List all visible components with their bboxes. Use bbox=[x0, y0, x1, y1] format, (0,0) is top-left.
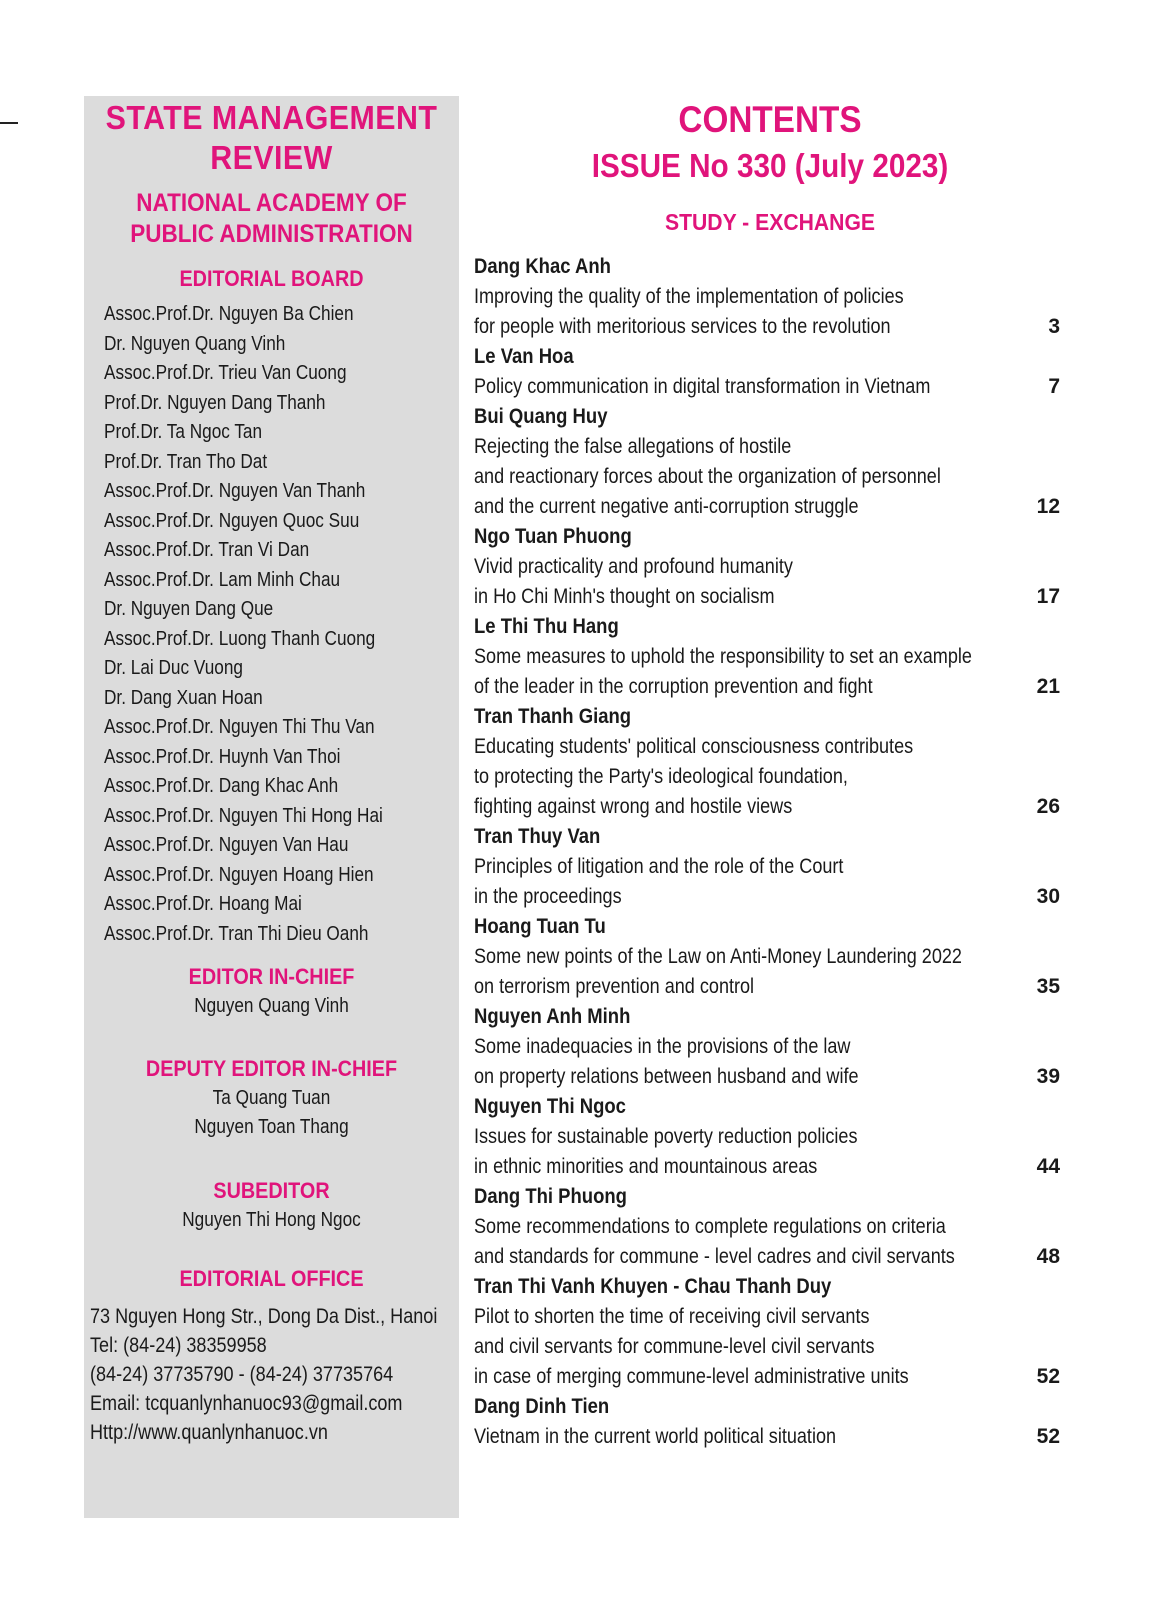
board-member: Prof.Dr. Tran Tho Dat bbox=[104, 450, 268, 473]
toc-author: Le Van Hoa bbox=[474, 345, 574, 368]
journal-title-line1: STATE MANAGEMENT bbox=[105, 99, 438, 136]
toc-entry[interactable] bbox=[474, 342, 1064, 402]
crop-mark bbox=[0, 122, 18, 124]
toc-page-number: 26 bbox=[1036, 795, 1060, 818]
toc-entry[interactable] bbox=[474, 1182, 1064, 1272]
editor-in-chief-heading: EDITOR IN-CHIEF bbox=[188, 964, 355, 989]
board-member: Assoc.Prof.Dr. Nguyen Quoc Suu bbox=[104, 509, 360, 532]
toc-article-title-line: Principles of litigation and the role of the Court bbox=[474, 855, 844, 878]
board-member: Assoc.Prof.Dr. Lam Minh Chau bbox=[104, 568, 341, 591]
toc-entry[interactable] bbox=[474, 252, 1064, 342]
board-member: Dr. Nguyen Dang Que bbox=[104, 598, 274, 620]
board-member: Assoc.Prof.Dr. Dang Khac Anh bbox=[104, 775, 339, 797]
issue-label: ISSUE No 330 (July 2023) bbox=[591, 147, 949, 184]
office-tel: Tel: (84-24) 38359958 bbox=[90, 1334, 267, 1357]
academy-name-line2: PUBLIC ADMINISTRATION bbox=[130, 220, 413, 248]
editor-in-chief-names bbox=[84, 992, 459, 1021]
toc-article-title-line: fighting against wrong and hostile views bbox=[474, 795, 793, 818]
journal-title-line2: REVIEW bbox=[210, 139, 333, 176]
board-member: Assoc.Prof.Dr. Nguyen Van Hau bbox=[104, 834, 349, 856]
board-member: Assoc.Prof.Dr. Tran Thi Dieu Oanh bbox=[104, 922, 369, 945]
editorial-board-heading: EDITORIAL BOARD bbox=[179, 266, 364, 291]
toc-article-title-line: Educating students' political consciousness contributes bbox=[474, 735, 914, 758]
toc-article-title-line: Some new points of the Law on Anti-Money Laundering 2022 bbox=[474, 945, 962, 968]
toc-article-title-line: on terrorism prevention and control bbox=[474, 975, 755, 998]
deputy-editor-name: Nguyen Toan Thang bbox=[194, 1116, 349, 1138]
toc-page-number: 21 bbox=[1036, 675, 1060, 698]
board-member: Assoc.Prof.Dr. Nguyen Thi Thu Van bbox=[104, 716, 375, 738]
toc-entry[interactable] bbox=[474, 912, 1064, 1002]
toc-article-title-line: in the proceedings bbox=[474, 885, 622, 908]
board-member: Assoc.Prof.Dr. Hoang Mai bbox=[104, 893, 302, 915]
toc-article-title-line: and the current negative anti-corruption struggle bbox=[474, 495, 859, 518]
board-member: Assoc.Prof.Dr. Nguyen Hoang Hien bbox=[104, 863, 374, 886]
toc-author: Tran Thi Vanh Khuyen - Chau Thanh Duy bbox=[474, 1275, 832, 1298]
toc-page-number: 52 bbox=[1036, 1425, 1060, 1448]
deputy-editor-heading: DEPUTY EDITOR IN-CHIEF bbox=[145, 1056, 398, 1081]
board-member: Dr. Dang Xuan Hoan bbox=[104, 686, 263, 709]
board-member: Assoc.Prof.Dr. Tran Vi Dan bbox=[104, 539, 310, 561]
toc-article-title-line: for people with meritorious services to the revolution bbox=[474, 315, 891, 338]
board-member: Dr. Lai Duc Vuong bbox=[104, 657, 243, 679]
editor-in-chief-name: Nguyen Quang Vinh bbox=[194, 995, 349, 1017]
toc-article-title-line: and standards for commune - level cadres and civil servants bbox=[474, 1245, 955, 1268]
toc-article-title-line: on property relations between husband and wife bbox=[474, 1065, 859, 1088]
toc-article-title-line: in ethnic minorities and mountainous areas bbox=[474, 1155, 818, 1178]
subeditor-name: Nguyen Thi Hong Ngoc bbox=[182, 1209, 361, 1231]
office-email[interactable]: Email: tcquanlynhanuoc93@gmail.com bbox=[90, 1392, 403, 1415]
toc-author: Le Thi Thu Hang bbox=[474, 615, 619, 638]
toc-author: Tran Thanh Giang bbox=[474, 705, 632, 728]
board-member: Dr. Nguyen Quang Vinh bbox=[104, 332, 286, 355]
masthead-sidebar bbox=[84, 96, 459, 1518]
editorial-office-heading: EDITORIAL OFFICE bbox=[179, 1266, 364, 1291]
board-member: Prof.Dr. Nguyen Dang Thanh bbox=[104, 391, 326, 414]
academy-name bbox=[103, 188, 441, 250]
editorial-board-list bbox=[104, 300, 428, 949]
subeditor-heading: SUBEDITOR bbox=[213, 1178, 330, 1203]
toc-author: Nguyen Thi Ngoc bbox=[474, 1095, 626, 1118]
editorial-office-details bbox=[90, 1302, 460, 1447]
toc-article-title-line: Vietnam in the current world political situation bbox=[474, 1425, 837, 1448]
board-member: Assoc.Prof.Dr. Luong Thanh Cuong bbox=[104, 627, 376, 650]
toc-page-number: 52 bbox=[1036, 1365, 1060, 1388]
toc-article-title-line: in Ho Chi Minh's thought on socialism bbox=[474, 585, 775, 608]
board-member: Assoc.Prof.Dr. Huynh Van Thoi bbox=[104, 745, 341, 768]
contents-title: CONTENTS bbox=[678, 99, 862, 140]
toc-author: Nguyen Anh Minh bbox=[474, 1005, 631, 1028]
toc-author: Bui Quang Huy bbox=[474, 405, 608, 428]
toc-article-title-line: in case of merging commune-level administrative units bbox=[474, 1365, 909, 1388]
toc-entry[interactable] bbox=[474, 822, 1064, 912]
toc-entry[interactable] bbox=[474, 1092, 1064, 1182]
toc-author: Dang Khac Anh bbox=[474, 255, 611, 278]
toc-article-title-line: Some measures to uphold the responsibility to set an example bbox=[474, 645, 972, 668]
toc-article-title-line: Vivid practicality and profound humanity bbox=[474, 555, 793, 578]
toc-entry[interactable] bbox=[474, 1002, 1064, 1092]
deputy-editor-name: Ta Quang Tuan bbox=[212, 1087, 331, 1109]
toc-article-title-line: of the leader in the corruption prevention and fight bbox=[474, 675, 873, 698]
toc-author: Dang Dinh Tien bbox=[474, 1395, 610, 1418]
toc-article-title-line: Some inadequacies in the provisions of the law bbox=[474, 1035, 851, 1058]
table-of-contents bbox=[474, 252, 1064, 1452]
toc-article-title-line: Improving the quality of the implementation of policies bbox=[474, 285, 904, 308]
toc-entry[interactable] bbox=[474, 1272, 1064, 1392]
toc-author: Hoang Tuan Tu bbox=[474, 915, 606, 938]
toc-author: Tran Thuy Van bbox=[474, 825, 601, 848]
board-member: Prof.Dr. Ta Ngoc Tan bbox=[104, 421, 263, 443]
toc-page-number: 48 bbox=[1036, 1245, 1060, 1268]
toc-entry[interactable] bbox=[474, 612, 1064, 702]
toc-article-title-line: to protecting the Party's ideological foundation, bbox=[474, 765, 848, 788]
toc-article-title-line: and reactionary forces about the organization of personnel bbox=[474, 465, 941, 488]
toc-page-number: 12 bbox=[1036, 495, 1060, 518]
academy-name-line1: NATIONAL ACADEMY OF bbox=[136, 189, 407, 217]
board-member: Assoc.Prof.Dr. Trieu Van Cuong bbox=[104, 362, 347, 384]
toc-entry[interactable] bbox=[474, 402, 1064, 522]
toc-entry[interactable] bbox=[474, 522, 1064, 612]
toc-page-number: 30 bbox=[1036, 885, 1060, 908]
section-label: STUDY - EXCHANGE bbox=[664, 209, 876, 235]
toc-author: Ngo Tuan Phuong bbox=[474, 525, 632, 548]
toc-article-title-line: Pilot to shorten the time of receiving civil servants bbox=[474, 1305, 870, 1328]
board-member: Assoc.Prof.Dr. Nguyen Ba Chien bbox=[104, 303, 354, 325]
toc-article-title-line: Policy communication in digital transformation in Vietnam bbox=[474, 375, 931, 398]
toc-article-title-line: Issues for sustainable poverty reduction policies bbox=[474, 1125, 858, 1148]
board-member: Assoc.Prof.Dr. Nguyen Van Thanh bbox=[104, 480, 366, 502]
toc-entry[interactable] bbox=[474, 1392, 1064, 1452]
toc-article-title-line: Rejecting the false allegations of hostile bbox=[474, 435, 792, 458]
office-website[interactable]: Http://www.quanlynhanuoc.vn bbox=[90, 1421, 328, 1444]
toc-page-number: 44 bbox=[1036, 1155, 1060, 1178]
toc-page-number: 39 bbox=[1036, 1065, 1060, 1088]
board-member: Assoc.Prof.Dr. Nguyen Thi Hong Hai bbox=[104, 804, 383, 827]
toc-author: Dang Thi Phuong bbox=[474, 1185, 627, 1208]
subeditor-names bbox=[84, 1206, 459, 1235]
deputy-editor-names bbox=[84, 1084, 459, 1142]
toc-article-title-line: Some recommendations to complete regulations on criteria bbox=[474, 1215, 946, 1238]
toc-entry[interactable] bbox=[474, 702, 1064, 822]
office-address: 73 Nguyen Hong Str., Dong Da Dist., Hanoi bbox=[90, 1305, 438, 1328]
toc-page-number: 3 bbox=[1048, 315, 1060, 338]
toc-page-number: 35 bbox=[1036, 975, 1060, 998]
office-tel-extra: (84-24) 37735790 - (84-24) 37735764 bbox=[90, 1363, 394, 1386]
toc-article-title-line: and civil servants for commune-level civil servants bbox=[474, 1335, 875, 1358]
journal-title bbox=[99, 98, 444, 178]
toc-page-number: 17 bbox=[1036, 585, 1060, 608]
toc-page-number: 7 bbox=[1048, 375, 1060, 398]
